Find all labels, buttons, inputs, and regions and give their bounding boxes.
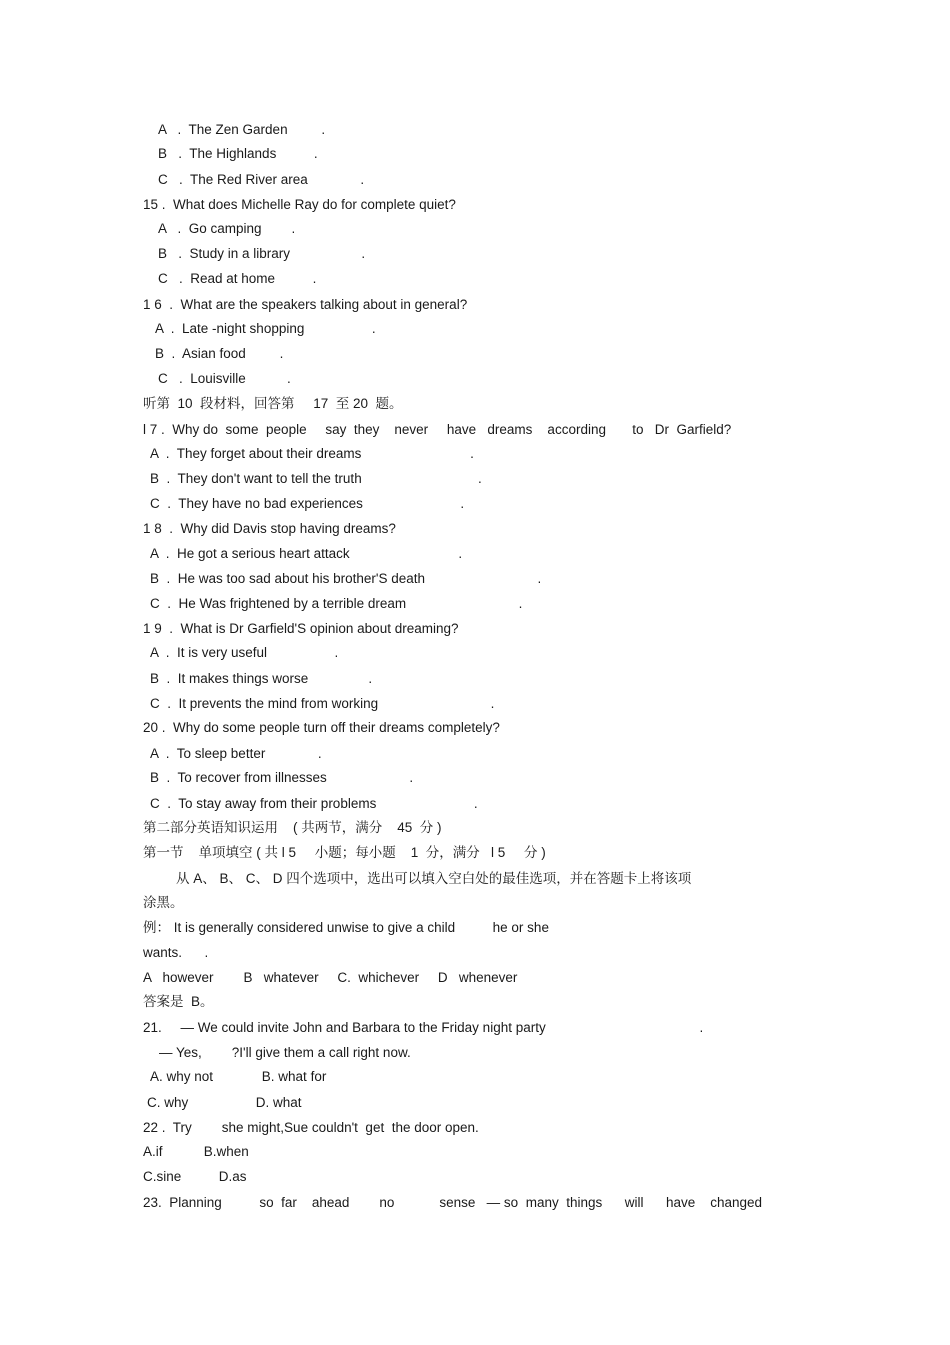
q22-question: 22 . Try she might,Sue couldn't get the door open.	[143, 1120, 479, 1135]
q14-option-b: B . The Highlands .	[158, 146, 318, 161]
q16-question: 1 6 . What are the speakers talking about in general?	[143, 297, 468, 312]
q20-option-c: C . To stay away from their problems .	[150, 796, 478, 811]
q23-question: 23. Planning so far ahead no sense — so many things will have changed	[143, 1195, 763, 1210]
q21-question: 21. — We could invite John and Barbara to the Friday night party .	[143, 1020, 704, 1035]
q16-option-a: A . Late -night shopping .	[155, 321, 376, 336]
q22-options-ab: A.if B.when	[143, 1144, 249, 1159]
q21-options-cd: C. why D. what	[147, 1095, 302, 1110]
q20-question: 20 . Why do some people turn off their dreams completely?	[143, 720, 500, 735]
q18-option-c: C . He Was frightened by a terrible dream .	[150, 596, 523, 611]
example-options: A however B whatever C. whichever D whenever	[143, 970, 518, 985]
q15-option-c: C . Read at home .	[158, 271, 317, 286]
q21-response: — Yes, ?I'll give them a call right now.	[159, 1045, 411, 1060]
q20-option-a: A . To sleep better .	[150, 746, 322, 761]
q17-question: l 7 . Why do some people say they never have dreams according to Dr Garfield?	[143, 422, 732, 437]
q18-option-a: A . He got a serious heart attack .	[150, 546, 463, 561]
part2-heading: 第二部分英语知识运用 ( 共两节，满分 45 分 )	[143, 820, 442, 835]
q14-option-a: A . The Zen Garden .	[158, 122, 326, 137]
q19-option-a: A . It is very useful .	[150, 645, 339, 660]
q22-options-cd: C.sine D.as	[143, 1169, 247, 1184]
q21-options-ab: A. why not B. what for	[150, 1069, 327, 1084]
q18-option-b: B . He was too sad about his brother'S death .	[150, 571, 542, 586]
q17-option-a: A . They forget about their dreams .	[150, 446, 474, 461]
q15-option-a: A . Go camping .	[158, 221, 296, 236]
q19-question: 1 9 . What is Dr Garfield'S opinion about dreaming?	[143, 621, 459, 636]
q15-question: 15 . What does Michelle Ray do for complete quiet?	[143, 197, 456, 212]
q17-option-c: C . They have no bad experiences .	[150, 496, 465, 511]
q16-option-b: B . Asian food .	[155, 346, 284, 361]
q18-question: 1 8 . Why did Davis stop having dreams?	[143, 521, 396, 536]
q19-option-b: B . It makes things worse .	[150, 671, 373, 686]
example-question: 例： It is generally considered unwise to give a child he or she	[143, 920, 549, 935]
q19-option-c: C . It prevents the mind from working .	[150, 696, 495, 711]
section1-instruction-cont: 涂黑。	[143, 895, 184, 910]
section-instruction: 听第 10 段材料，回答第 17 至 20 题。	[143, 396, 403, 411]
section1-instruction: 从 A、 B、 C、 D 四个选项中，选出可以填入空白处的最佳选项，并在答题卡上将该项	[176, 871, 692, 886]
q17-option-b: B . They don't want to tell the truth .	[150, 471, 482, 486]
q14-option-c: C . The Red River area .	[158, 172, 365, 187]
example-question-cont: wants. .	[143, 945, 209, 960]
section1-heading: 第一节 单项填空 ( 共 l 5 小题；每小题 1 分，满分 l 5 分 )	[143, 845, 546, 860]
q15-option-b: B . Study in a library .	[158, 246, 366, 261]
q16-option-c: C . Louisville .	[158, 371, 291, 386]
example-answer: 答案是 B。	[143, 994, 214, 1009]
q20-option-b: B . To recover from illnesses .	[150, 770, 414, 785]
